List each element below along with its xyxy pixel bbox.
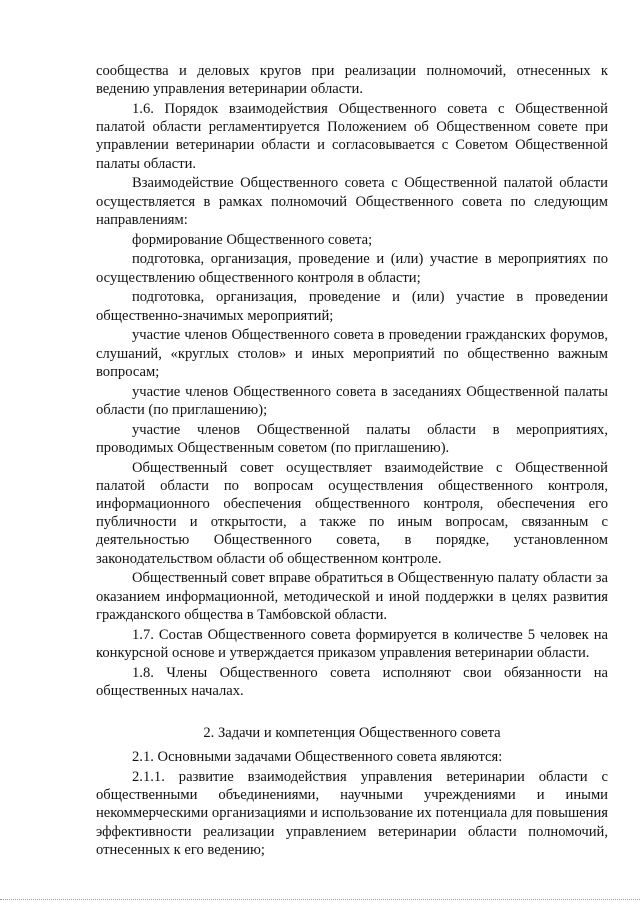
list-item: участие членов Общественного совета в заседаниях Общественной палаты области (по приглашению); (96, 383, 608, 418)
list-item: участие членов Общественного совета в проведении гражданских форумов, слушаний, «круглых столов» и иных мероприятий по общественно важным вопросам; (96, 327, 608, 380)
section-heading: 2. Задачи и компетенция Общественного совета (203, 725, 501, 742)
paragraph-2-1: 2.1. Основными задачами Общественного совета являются: (132, 749, 503, 766)
paragraph-2-1-1: 2.1.1. развитие взаимодействия управления ветеринарии области с общественными объединениями, научными учреждениями и иными некоммерческими организациями и использование их потенциала для повышения эффективности реализации управлением ветеринарии области полномочий, отнесенных к его ведению; (96, 769, 608, 858)
list-item: подготовка, организация, проведение и (или) участие в мероприятиях по осуществлению общественного контроля в области; (96, 251, 608, 286)
list-item: формирование Общественного совета; (132, 231, 373, 248)
list-item: участие членов Общественной палаты области в мероприятиях, проводимых Общественным советом (по приглашению). (96, 421, 608, 456)
paragraph-1-6: 1.6. Порядок взаимодействия Общественного совета с Общественной палатой области регламентируется Положением об Общественном совете при управлении ветеринарии области и согласовывается с Советом Общественной палаты области. (96, 101, 608, 172)
paragraph-continuation: сообщества и деловых кругов при реализации полномочий, отнесенных к ведению управления ветеринарии области. (96, 63, 608, 98)
paragraph-council-interaction: Общественный совет осуществляет взаимодействие с Общественной палатой области по вопросам осуществления общественного контроля, информационного обеспечения общественного контроля, обеспечения его публичности и открытости, а также по иным вопросам, связанным с деятельностью Общественного совета, в порядке, установленном законодательством области об общественном контроле. (96, 459, 608, 567)
paragraph-1-7: 1.7. Состав Общественного совета формируется в количестве 5 человек на конкурсной основе и утверждается приказом управления ветеринарии области. (96, 626, 608, 661)
document-page (96, 62, 608, 861)
paragraph-council-rights: Общественный совет вправе обратиться в Общественную палату области за оказанием информационной, методической и иной поддержки в целях развития гражданского общества в Тамбовской области. (96, 570, 608, 623)
list-item: подготовка, организация, проведение и (или) участие в проведении общественно-значимых мероприятий; (96, 289, 608, 324)
paragraph-1-8: 1.8. Члены Общественного совета исполняют свои обязанности на общественных началах. (96, 664, 608, 699)
page-bottom-divider (0, 899, 640, 900)
paragraph-interaction-intro: Взаимодействие Общественного совета с Общественной палатой области осуществляется в рамках полномочий Общественного совета по следующим направлениям: (96, 175, 608, 228)
